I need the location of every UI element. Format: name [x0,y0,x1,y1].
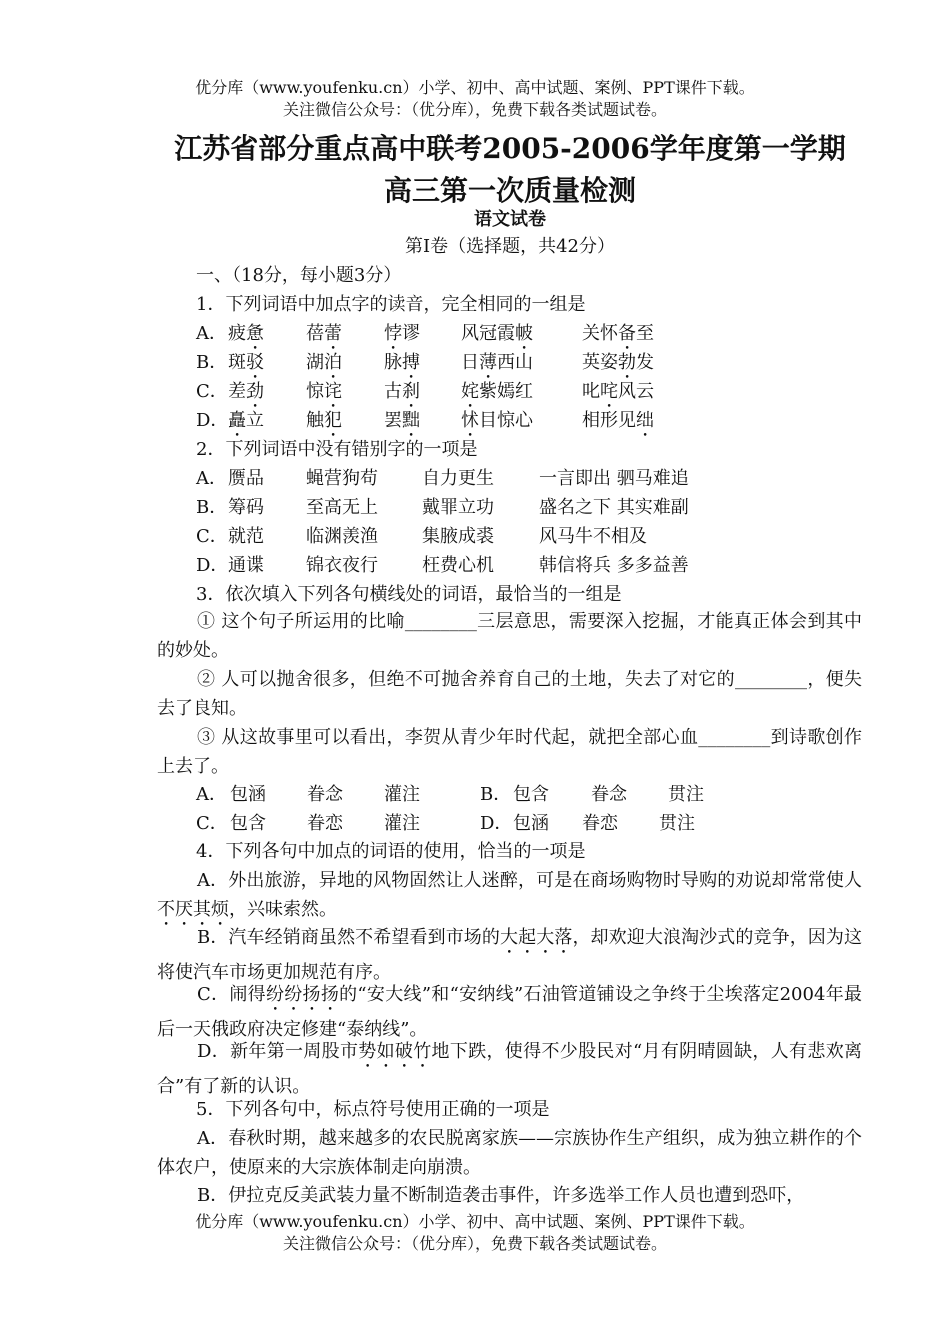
q1a-word2: 蓓蕾 [306,323,342,344]
q2b-word4: 盛名之下 其实难副 [539,497,689,518]
q1c-word3: 古刹 [384,381,420,402]
q3d-word2: 眷恋 [582,813,618,834]
q2b-word3: 戴罪立功 [422,497,494,518]
header-line-1: 优分库（www.youfenku.cn）小学、初中、高中试题、案例、PPT课件下载。 [195,78,755,97]
option-label: D． [196,555,229,576]
option-label: A． [196,323,227,344]
q4-option-b: B．汽车经销商虽然不希望看到市场的大起大落，却欢迎大浪淘沙式的竞争，因为这将使汽车市场更加规范有序。 [157,927,863,983]
footer-line-2: 关注微信公众号：（优分库），免费下载各类试题试卷。 [282,1234,667,1253]
q3d-word3: 贯注 [659,813,695,834]
part-title: 第I卷（选择题，共42分） [404,236,615,257]
q3-sentence-1: ① 这个句子所运用的比喻________三层意思，需要深入挖掘，才能真正体会到其中的妙处。 [157,611,862,661]
q2b-word2: 至高无上 [306,497,378,518]
section-heading: 一、（18分，每小题3分） [196,265,402,286]
option-label: C． [196,381,228,402]
q2d-word1: 通谍 [228,555,264,576]
q1b-word1: 斑驳 [228,352,264,373]
q1a-word5: 关怀备至 [582,323,654,344]
q1c-word4: 姹紫嫣红 [461,381,533,402]
q2d-word2: 锦衣夜行 [306,555,378,576]
q2d-word3: 枉费心机 [422,555,494,576]
q1a-word1: 疲惫 [228,323,264,344]
q1b-word4: 日薄西山 [461,352,533,373]
subject-title: 语文试卷 [474,209,546,230]
q5-option-b: B．伊拉克反美武装力量不断制造袭击事件，许多选举工作人员也遭到恐吓， [197,1185,805,1206]
q2c-word2: 临渊羡渔 [306,526,378,547]
q2a-word4: 一言即出 驷马难追 [539,468,689,489]
q3b-word2: 眷念 [591,784,627,805]
q3-stem: 3．依次填入下列各句横线处的词语，最恰当的一组是 [196,584,622,605]
q5-stem: 5．下列各句中，标点符号使用正确的一项是 [196,1099,550,1120]
option-label: A． [196,468,227,489]
option-label: B． [196,497,228,518]
q4-option-a: A．外出旅游，异地的风物固然让人迷醉，可是在商场购物时导购的劝说却常常使人不厌其烦，兴味索然。 [157,870,862,920]
q3b-word3: 贯注 [668,784,704,805]
q3a-word2: 眷念 [307,784,343,805]
q1d-word4: 怵目惊心 [461,410,533,431]
q1d-word2: 触犯 [306,410,342,431]
q1c-word5: 叱咤风云 [582,381,654,402]
q4-option-c: C．闹得纷纷扬扬的“安大线”和“安纳线”石油管道铺设之争终于尘埃落定2004年最后一天俄政府决定修建“泰纳线”。 [157,984,862,1040]
option-label: D． [196,410,229,431]
q3-sentence-3: ③ 从这故事里可以看出，李贺从青少年时代起，就把全部心血________到诗歌创作上去了。 [157,727,862,777]
q1b-word2: 湖泊 [306,352,342,373]
q2a-word3: 自力更生 [422,468,494,489]
option-label: C． [196,526,228,547]
q3a-word3: 灌注 [384,784,420,805]
q1b-word3: 脉搏 [384,352,420,373]
q1d-word5: 相形见绌 [582,410,654,431]
q1b-word5: 英姿勃发 [582,352,654,373]
q1d-word3: 罢黜 [384,410,420,431]
q1c-word1: 差劲 [228,381,264,402]
q2-stem: 2．下列词语中没有错别字的一项是 [196,439,478,460]
q2c-word1: 就范 [228,526,264,547]
q3c-word2: 眷恋 [307,813,343,834]
q1a-word4: 风冠霞帔 [461,323,533,344]
q2b-word1: 筹码 [228,497,264,518]
q2c-word3: 集腋成裘 [422,526,494,547]
option-label: B． [196,352,228,373]
q2c-word4: 风马牛不相及 [539,526,647,547]
q1-stem: 1．下列词语中加点字的读音，完全相同的一组是 [196,294,586,315]
exam-title: 江苏省部分重点高中联考2005-2006学年度第一学期 [174,132,846,165]
q3c-word1: 包含 [230,813,266,834]
q5-option-a: A．春秋时期，越来越多的农民脱离家族——宗族协作生产组织，成为独立耕作的个体农户，使原来的大宗族体制走向崩溃。 [157,1128,862,1178]
q1d-word1: 矗立 [228,410,264,431]
q2a-word1: 赝品 [228,468,264,489]
exam-subtitle: 高三第一次质量检测 [383,174,636,207]
q1a-word3: 悖谬 [384,323,420,344]
option-label: A． [196,784,227,805]
option-label: C． [196,813,228,834]
q4-option-d: D．新年第一周股市势如破竹地下跌，使得不少股民对“月有阴晴圆缺，人有悲欢离合”有了新的认识。 [157,1041,863,1097]
option-label: D． [480,813,513,834]
q3a-word1: 包涵 [230,784,266,805]
option-label: B． [480,784,512,805]
q2d-word4: 韩信将兵 多多益善 [539,555,689,576]
footer-line-1: 优分库（www.youfenku.cn）小学、初中、高中试题、案例、PPT课件下载。 [195,1212,755,1231]
q4-stem: 4．下列各句中加点的词语的使用，恰当的一项是 [196,841,586,862]
q3b-word1: 包含 [513,784,549,805]
q3-sentence-2: ② 人可以抛舍很多，但绝不可抛舍养育自己的土地，失去了对它的________，便失去了良知。 [157,669,862,719]
header-line-2: 关注微信公众号：（优分库），免费下载各类试题试卷。 [282,100,667,119]
q1c-word2: 惊诧 [306,381,342,402]
q3c-word3: 灌注 [384,813,420,834]
q3d-word1: 包涵 [513,813,549,834]
q2a-word2: 蝇营狗苟 [306,468,378,489]
